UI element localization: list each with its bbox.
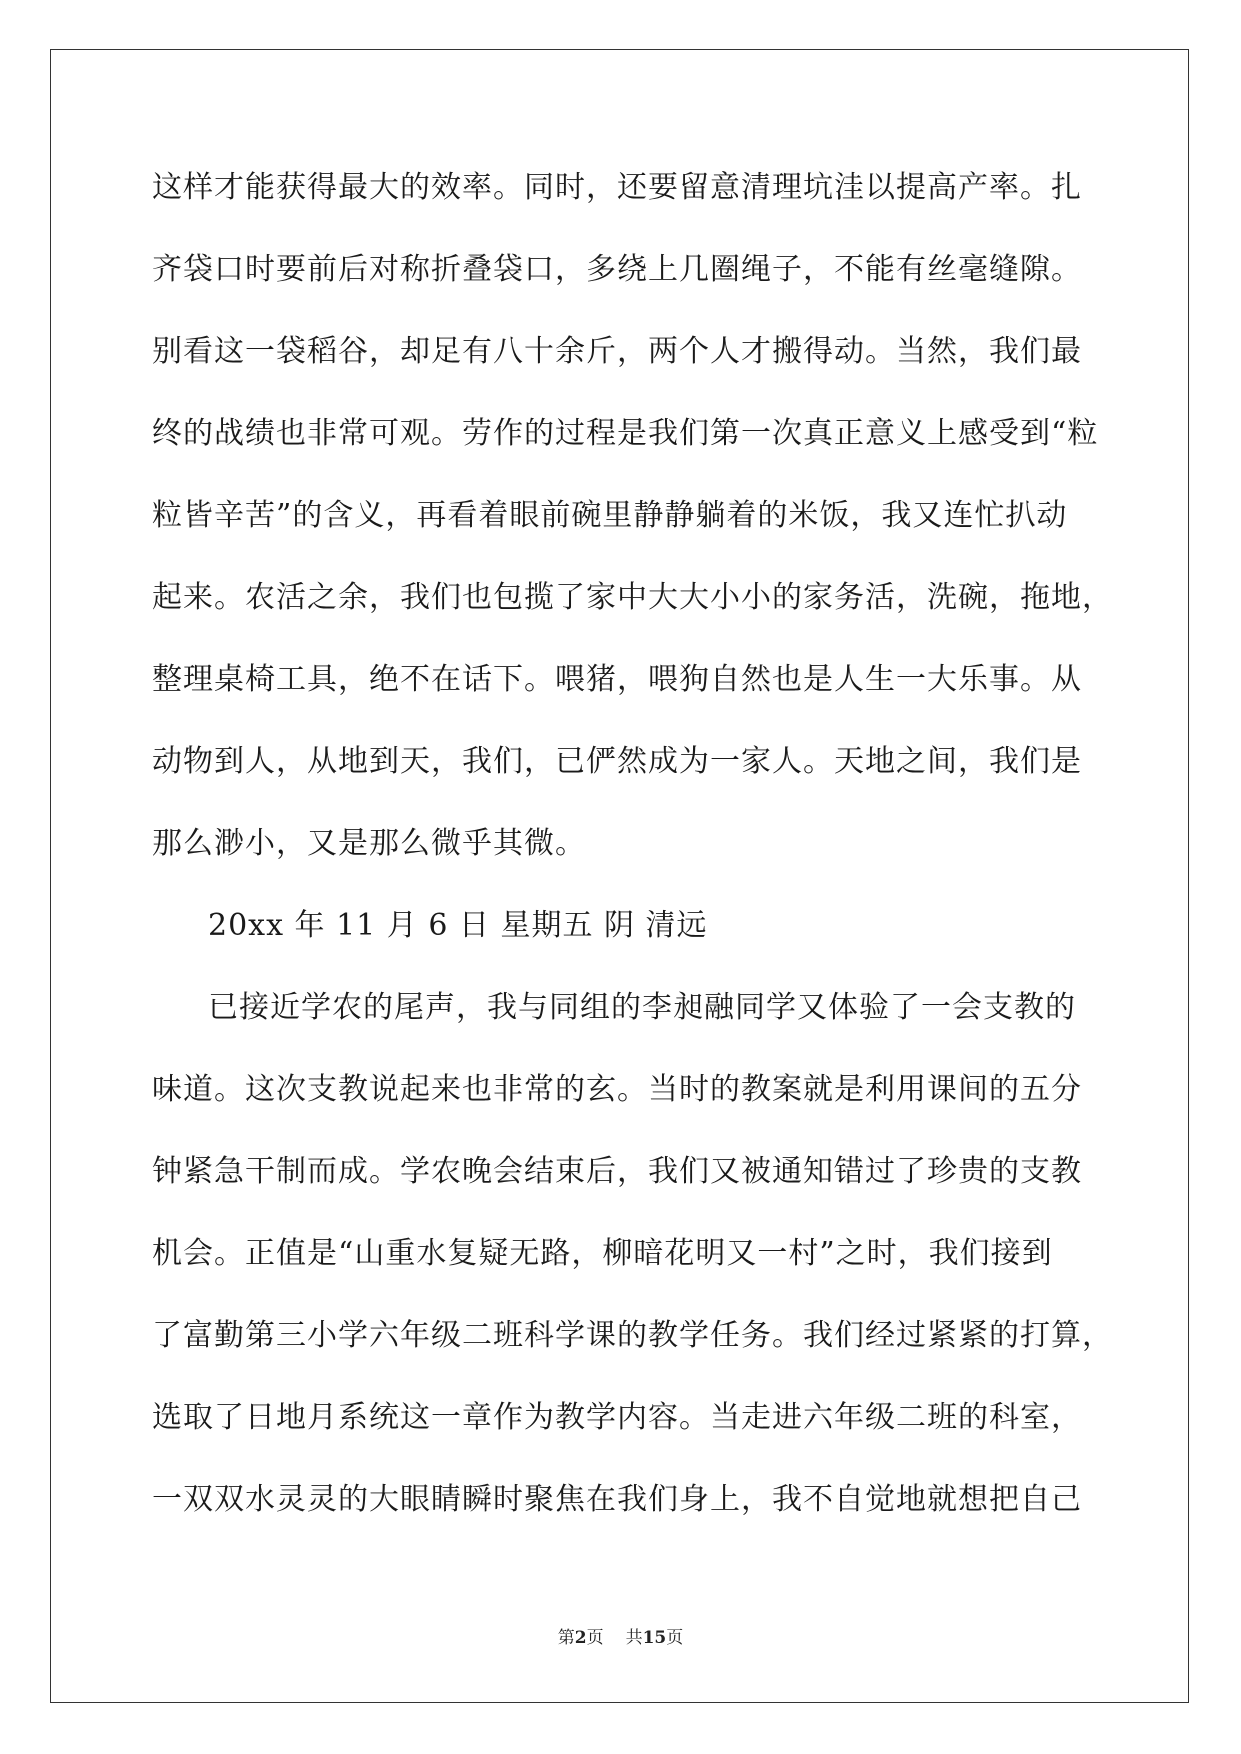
page-prefix: 第	[557, 1628, 575, 1648]
text-line: 味道。这次支教说起来也非常的玄。当时的教案就是利用课间的五分	[152, 1072, 1082, 1107]
text-line: 这样才能获得最大的效率。同时，还要留意清理坑洼以提高产率。扎	[152, 170, 1082, 205]
text-line: 别看这一袋稻谷，却足有八十余斤，两个人才搬得动。当然，我们最	[152, 334, 1082, 369]
text-line: 齐袋口时要前后对称折叠袋口，多绕上几圈绳子，不能有丝毫缝隙。	[152, 252, 1082, 287]
text-line: 了富勤第三小学六年级二班科学课的教学任务。我们经过紧紧的打算，	[152, 1318, 1113, 1353]
text-line: 一双双水灵灵的大眼睛瞬时聚焦在我们身上，我不自觉地就想把自己	[152, 1482, 1082, 1517]
total-prefix: 共	[625, 1628, 643, 1648]
total-pages: 15	[642, 1628, 667, 1648]
text-line: 机会。正值是“山重水复疑无路，柳暗花明又一村”之时，我们接到	[152, 1236, 1053, 1271]
text-line: 终的战绩也非常可观。劳作的过程是我们第一次真正意义上感受到“粒	[152, 416, 1099, 451]
text-line: 动物到人，从地到天，我们，已俨然成为一家人。天地之间，我们是	[152, 744, 1082, 779]
page-footer	[0, 1626, 1241, 1650]
text-line: 那么渺小，又是那么微乎其微。	[152, 826, 586, 861]
text-line: 起来。农活之余，我们也包揽了家中大大小小的家务活，洗碗，拖地，	[152, 580, 1113, 615]
document-body	[152, 160, 1113, 1554]
text-line: 选取了日地月系统这一章作为教学内容。当走进六年级二班的科室，	[152, 1400, 1082, 1435]
page-suffix: 页	[586, 1628, 604, 1648]
text-line: 钟紧急干制而成。学农晚会结束后，我们又被通知错过了珍贵的支教	[152, 1154, 1082, 1189]
text-line: 20xx 年 11 月 6 日 星期五 阴 清远	[208, 908, 708, 943]
text-line: 粒皆辛苦”的含义，再看着眼前碗里静静躺着的米饭，我又连忙扒动	[152, 498, 1068, 533]
text-line: 整理桌椅工具，绝不在话下。喂猪，喂狗自然也是人生一大乐事。从	[152, 662, 1082, 697]
page-number: 2	[574, 1628, 587, 1648]
total-suffix: 页	[666, 1628, 684, 1648]
text-line: 已接近学农的尾声，我与同组的李昶融同学又体验了一会支教的	[208, 990, 1076, 1025]
